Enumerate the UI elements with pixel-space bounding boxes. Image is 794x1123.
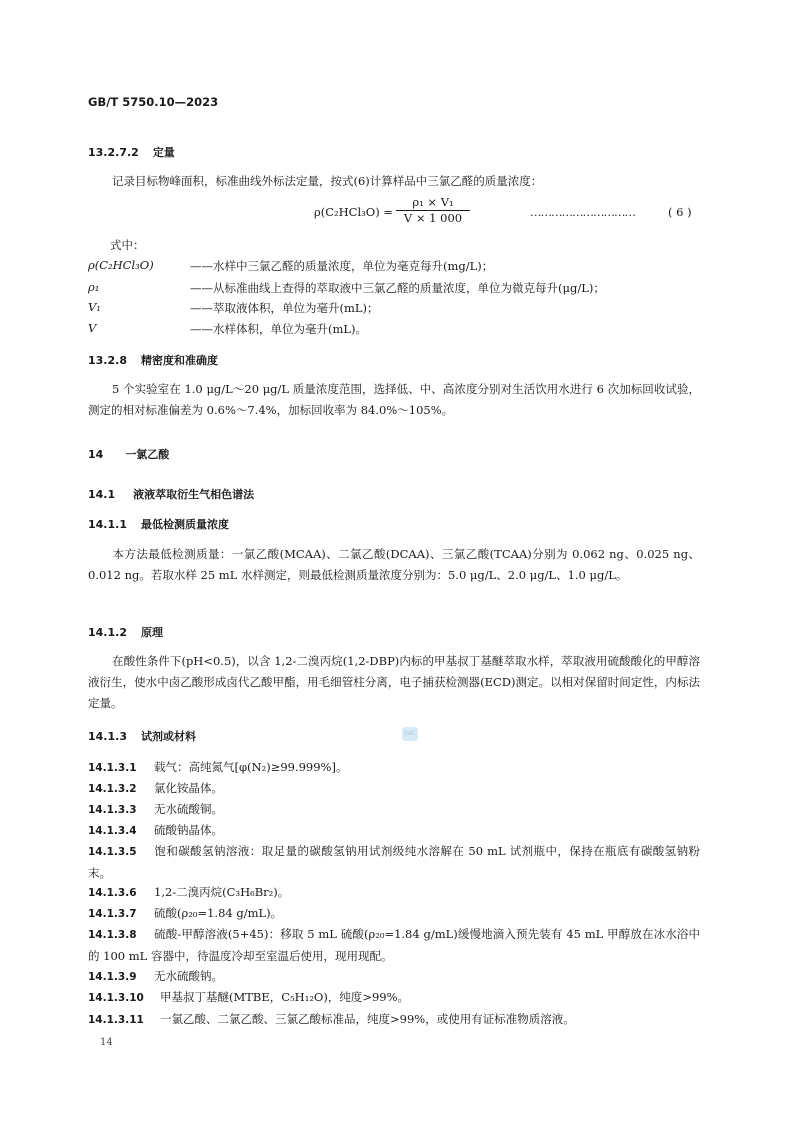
list-item: 14.1.3.2 氯化铵晶体。 — [88, 781, 223, 795]
section-number: 14.1.1 — [88, 518, 127, 531]
section-heading-13-2-7-2 — [88, 144, 175, 160]
formula-lhs: ρ(C₂HCl₃O) = — [314, 205, 393, 219]
list-item: 14.1.3.6 1,2-二溴丙烷(C₃H₆Br₂)。 — [88, 885, 290, 899]
section-title: 最低检测质量浓度 — [140, 518, 229, 531]
section-number: 14.1.2 — [88, 626, 127, 639]
definition-symbol: ρ(C₂HCl₃O) — [88, 258, 154, 272]
section-title: 试剂或材料 — [140, 730, 196, 743]
section-number: 13.2.7.2 — [88, 146, 139, 159]
definition-symbol: V₁ — [88, 300, 101, 314]
paragraph-principle: 在酸性条件下(pH<0.5)，以含 1,2-二溴丙烷(1,2-DBP)内标的甲基叔丁基醚萃取水样，萃取液用硫酸酸化的甲醇溶液衍生，使水中卤乙酸形成卤代乙酸甲酯，用毛细管柱分离，电子捕获检测器(ECD)测定。以相对保留时间定性，内标法定量。 — [88, 654, 700, 710]
section-heading-14-1-2 — [88, 624, 163, 640]
list-item: 14.1.3.9 无水硫酸钠。 — [88, 969, 223, 983]
section-number: 13.2.8 — [88, 354, 127, 367]
list-item: 14.1.3.10 甲基叔丁基醚(MTBE，C₅H₁₂O)，纯度>99%。 — [88, 990, 410, 1004]
section-title: 定量 — [152, 146, 175, 159]
section-number: 14.1.3 — [88, 730, 127, 743]
list-item: 14.1.3.1 载气：高纯氮气[φ(N₂)≥99.999%]。 — [88, 760, 348, 774]
standard-code: GB/T 5750.10—2023 — [88, 95, 219, 109]
section-title: 液液萃取衍生气相色谱法 — [133, 488, 255, 501]
definition-text: ——从标准曲线上查得的萃取液中三氯乙醛的质量浓度，单位为微克每升(μg/L)； — [190, 281, 605, 295]
section-heading-14 — [88, 446, 169, 462]
formula-fraction — [396, 195, 470, 225]
paragraph-detection-limit: 本方法最低检测质量：一氯乙酸(MCAA)、二氯乙酸(DCAA)、三氯乙酸(TCAA)分别为 0.062 ng、0.025 ng、0.012 ng。若取水样 25 mL 水样测定，则最低检测质量浓度分别为：5.0 μg/L、2.0 μg/L、1.0 μg/L。 — [88, 547, 700, 582]
paragraph-quantification: 记录目标物峰面积，标准曲线外标法定量，按式(6)计算样品中三氯乙醛的质量浓度： — [112, 174, 543, 188]
section-heading-14-1 — [88, 486, 254, 502]
list-item: 14.1.3.3 无水硫酸铜。 — [88, 802, 223, 816]
section-heading-13-2-8 — [88, 352, 218, 368]
section-title: 精密度和准确度 — [140, 354, 218, 367]
section-number: 14 — [88, 448, 104, 461]
definition-text: ——萃取液体积，单位为毫升(mL)； — [190, 301, 379, 315]
definition-text: ——水样中三氯乙醛的质量浓度，单位为毫克每升(mg/L)； — [190, 259, 494, 273]
formula-numerator: ρ₁ × V₁ — [396, 195, 470, 211]
definition-symbol: ρ₁ — [88, 280, 100, 294]
list-item: 14.1.3.5 饱和碳酸氢钠溶液：取足量的碳酸氢钠用试剂级纯水溶解在 50 mL 试剂瓶中，保持在瓶底有碳酸氢钠粉末。 — [88, 844, 700, 880]
list-item: 14.1.3.11 一氯乙酸、二氯乙酸、三氯乙酸标准品，纯度>99%，或使用有证标准物质溶液。 — [88, 1012, 575, 1026]
formula-denominator: V × 1 000 — [403, 211, 463, 225]
definition-text: ——水样体积，单位为毫升(mL)。 — [190, 322, 368, 336]
section-number: 14.1 — [88, 488, 116, 501]
page-number: 14 — [100, 1037, 113, 1048]
list-item: 14.1.3.4 硫酸钠晶体。 — [88, 823, 223, 837]
section-title: 一氯乙酸 — [125, 448, 170, 461]
formula-leader-dots: ………………………… — [530, 205, 635, 219]
list-item: 14.1.3.7 硫酸(ρ₂₀=1.84 g/mL)。 — [88, 906, 283, 920]
formula-number: ( 6 ) — [668, 205, 692, 219]
where-label: 式中： — [110, 238, 145, 252]
definition-symbol: V — [88, 321, 97, 335]
paragraph-precision: 5 个实验室在 1.0 μg/L～20 μg/L 质量浓度范围，选择低、中、高浓度分别对生活饮用水进行 6 次加标回收试验，测定的相对标准偏差为 0.6%～7.4%，加标回收率为 84.0%～105%。 — [88, 382, 700, 417]
section-title: 原理 — [140, 626, 163, 639]
sac-watermark-logo: SAC — [402, 727, 418, 741]
section-heading-14-1-1 — [88, 516, 229, 532]
list-item: 14.1.3.8 硫酸-甲醇溶液(5+45)：移取 5 mL 硫酸(ρ₂₀=1.84 g/mL)缓慢地滴入预先装有 45 mL 甲醇放在冰水浴中的 100 mL 容器中，待温度冷却至室温后使用，现用现配。 — [88, 927, 700, 963]
section-heading-14-1-3 — [88, 728, 196, 744]
